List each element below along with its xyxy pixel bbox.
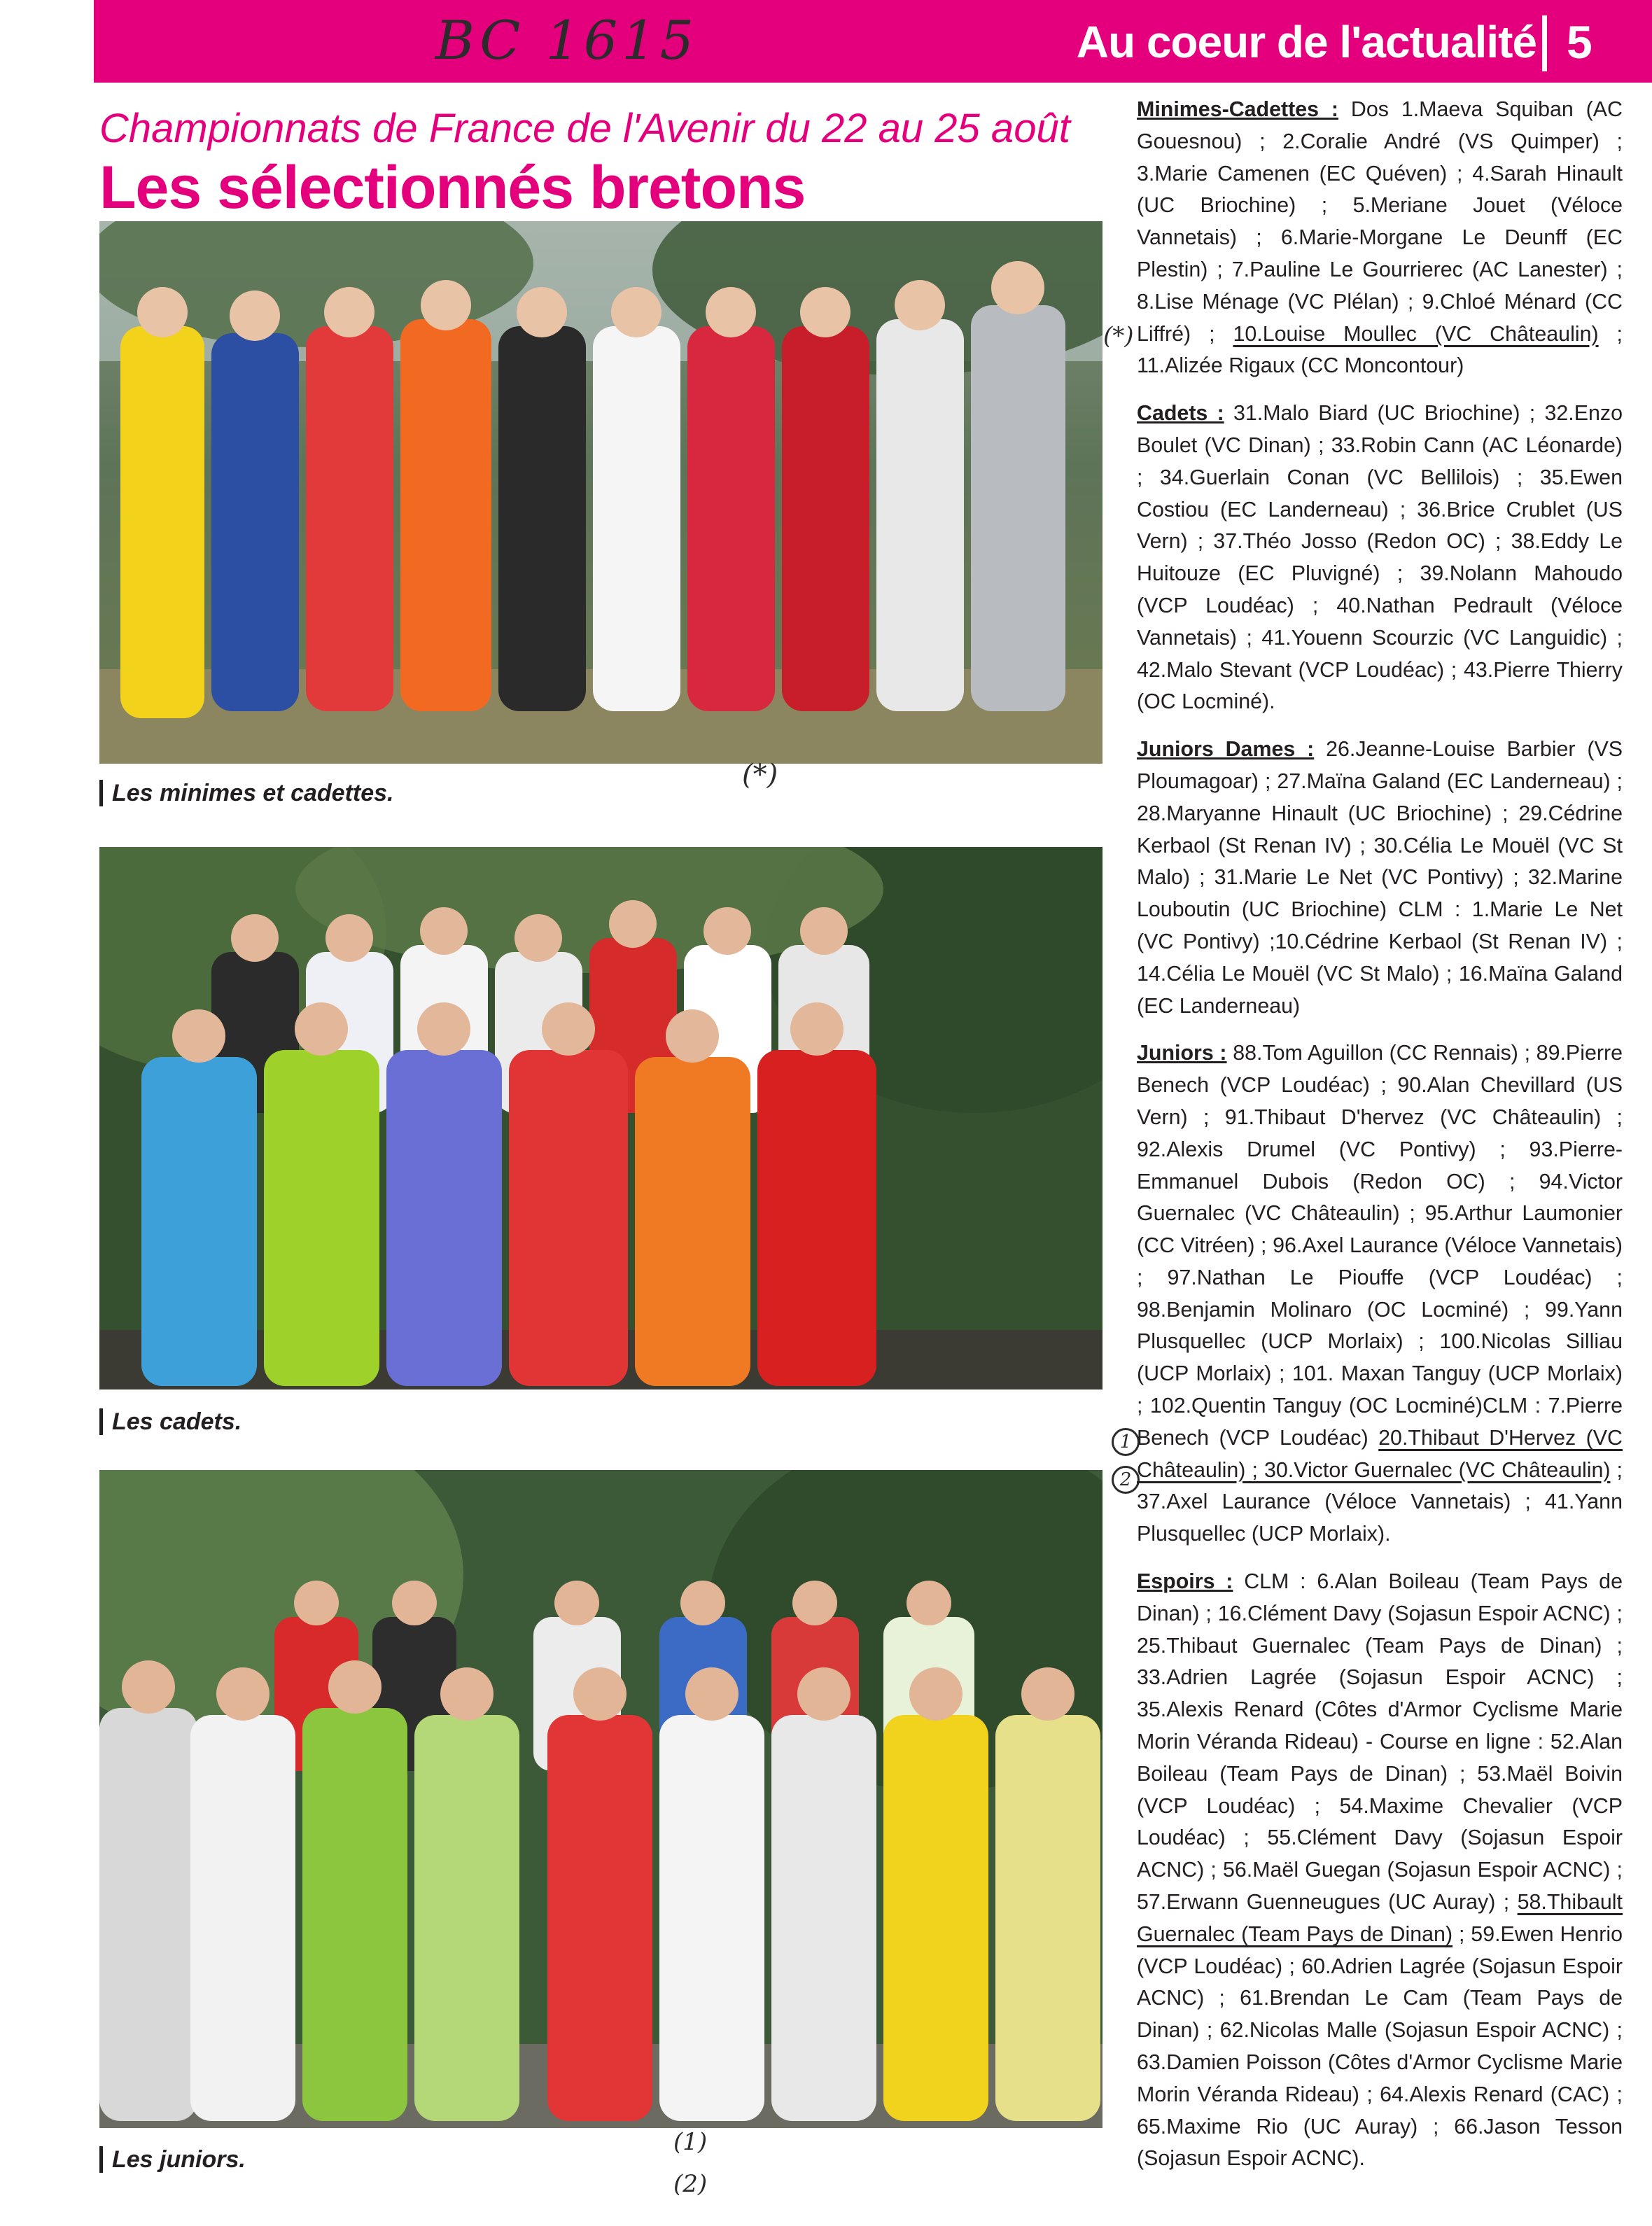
section-text: ; 59.Ewen Henrio (VCP Loudéac) ; 60.Adrien Lagrée (Sojasun Espoir ACNC) ; 61.Brendan Le Cam (Team Pays de Dinan) ; 62.Nicolas Malle (Sojasun Espoir ACNC) ; 63.Damien Poisson (Côtes d'Armor Cyclisme Marie Morin Véranda Rideau) ; 64.Alexis Renard (CAC) ; 65.Maxime Rio (UC Auray) ; 66.Jason Tesson (Sojasun Espoir ACNC). [1137, 1921, 1623, 2171]
rider-group [120, 305, 1065, 718]
article-headline: Les sélectionnés bretons [99, 154, 806, 221]
photo-minimes-cadettes [99, 221, 1102, 764]
article-kicker: Championnats de France de l'Avenir du 22 au 25 août [99, 106, 1070, 151]
section-juniors [1137, 1037, 1623, 1550]
underlined-name: 10.Louise Moullec (VC Châteaulin) [1233, 321, 1599, 346]
handwritten-reference: BC 1615 [435, 9, 698, 71]
section-cadets [1137, 398, 1623, 718]
section-text: ; 11.Alizée Rigaux (CC Moncontour) [1137, 321, 1623, 378]
handwritten-star: (*) [742, 759, 778, 791]
photo-juniors [99, 1470, 1102, 2128]
article-body [1137, 94, 1623, 2190]
page-number: 5 [1567, 16, 1592, 68]
section-label: Juniors : [1137, 1041, 1227, 1065]
underlined-name: 58.Thibault Guernalec (Team Pays de Dinan) [1137, 1890, 1623, 1946]
section-text: 26.Jeanne-Louise Barbier (VS Ploumagoar) ; 27.Maïna Galand (EC Landerneau) ; 28.Maryanne Hinault (UC Briochine) ; 29.Cédrine Kerbaol (St Renan IV) ; 30.Célia Le Mouël (VC St Malo) ; 31.Marie Le Net (VC Pontivy) ; 32.Marine Louboutin (UC Briochine) CLM : 1.Marie Le Net (VC Pontivy) ;10.Cédrine Kerbaol (St Renan IV) ; 14.Célia Le Mouël (VC St Malo) ; 16.Maïna Galand (EC Landerneau) [1137, 737, 1623, 1018]
header-divider [1542, 15, 1547, 71]
section-minimes-cadettes [1137, 94, 1623, 382]
section-text: 31.Malo Biard (UC Briochine) ; 32.Enzo Boulet (VC Dinan) ; 33.Robin Cann (AC Léonarde) ; 34.Guerlain Conan (VC Bellilois) ; 35.Ewen Costiou (EC Landerneau) ; 36.Brice Crublet (US Vern) ; 37.Théo Josso (Redon OC) ; 38.Eddy Le Huitouze (EC Pluvigné) ; 39.Nolann Mahoudo (VCP Loudéac) ; 40.Nathan Pedrault (Véloce Vannetais) ; 41.Youenn Scourzic (VC Languidic) ; 42.Malo Stevant (VCP Loudéac) ; 43.Pierre Thierry (OC Locminé). [1137, 401, 1623, 714]
photo-cadets [99, 847, 1102, 1390]
section-label: Cadets : [1137, 401, 1224, 426]
handwritten-note-2: (2) [673, 2170, 708, 2198]
handwritten-circle-1: 1 [1112, 1428, 1140, 1456]
section-label: Minimes-Cadettes : [1137, 97, 1339, 121]
section-title: Au coeur de l'actualité [1076, 17, 1536, 67]
section-text: CLM : 6.Alan Boileau (Team Pays de Dinan) ; 16.Clément Davy (Sojasun Espoir ACNC) ; 25.Thibaut Guernalec (Team Pays de Dinan) ; 33.Adrien Lagrée (Sojasun Espoir ACNC) ; 35.Alexis Renard (Côtes d'Armor Cyclisme Marie Morin Véranda Rideau) - Course en ligne : 52.Alan Boileau (Team Pays de Dinan) ; 53.Maël Boivin (VCP Loudéac) ; 54.Maxime Chevalier (VCP Loudéac) ; 55.Clément Davy (Sojasun Espoir ACNC) ; 56.Maël Guegan (Sojasun Espoir ACNC) ; 57.Erwann Guenneugues (UC Auray) ; [1137, 1569, 1623, 1914]
section-label: Espoirs : [1137, 1569, 1233, 1594]
section-espoirs [1137, 1566, 1623, 2175]
handwritten-circle-2: 2 [1112, 1466, 1140, 1494]
caption-cadets: Les cadets. [99, 1406, 241, 1438]
section-juniors-dames [1137, 734, 1623, 1022]
handwritten-note-1: (1) [673, 2128, 708, 2156]
handwritten-star-margin: (*) [1103, 322, 1134, 350]
section-label: Juniors Dames : [1137, 737, 1315, 762]
section-text: Dos 1.Maeva Squiban (AC Gouesnou) ; 2.Coralie André (VS Quimper) ; 3.Marie Camenen (EC Quéven) ; 4.Sarah Hinault (UC Briochine) ; 5.Meriane Jouet (Véloce Vannetais) ; 6.Marie-Morgane Le Deunff (EC Plestin) ; 7.Pauline Le Gourrierec (AC Lanester) ; 8.Lise Ménage (VC Plélan) ; 9.Chloé Ménard (CC Liffré) ; [1137, 97, 1623, 346]
rider-group [141, 938, 876, 1386]
underlined-name: 20.Thibaut D'Hervez (VC Châteaulin) ; 30.Victor Guernalec (VC Châteaulin) [1137, 1425, 1623, 1482]
caption-juniors: Les juniors. [99, 2143, 246, 2176]
section-text: ; 37.Axel Laurance (Véloce Vannetais) ; 41.Yann Plusquellec (UCP Morlaix). [1137, 1457, 1623, 1546]
section-text: 88.Tom Aguillon (CC Rennais) ; 89.Pierre Benech (VCP Loudéac) ; 90.Alan Chevillard (US Vern) ; 91.Thibaut D'hervez (VC Châteaulin) ; 92.Alexis Drumel (VC Pontivy) ; 93.Pierre-Emmanuel Dubois (Redon OC) ; 94.Victor Guernalec (VC Châteaulin) ; 95.Arthur Laumonier (CC Vitréen) ; 96.Axel Laurance (Véloce Vannetais) ; 97.Nathan Le Piouffe (VCP Loudéac) ; 98.Benjamin Molinaro (OC Locminé) ; 99.Yann Plusquellec (UCP Morlaix) ; 100.Nicolas Silliau (UCP Morlaix) ; 101. Maxan Tanguy (UCP Morlaix) ; 102.Quentin Tanguy (OC Locminé)CLM : 7.Pierre Benech (VCP Loudéac) [1137, 1041, 1623, 1450]
caption-minimes-cadettes: Les minimes et cadettes. [99, 777, 394, 809]
